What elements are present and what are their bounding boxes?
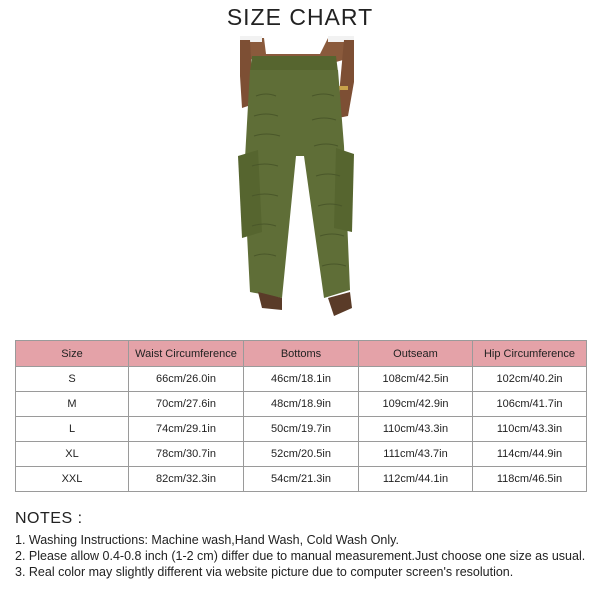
note-item: 2. Please allow 0.4-0.8 inch (1-2 cm) differ due to manual measurement.Just choose one size as usual. xyxy=(15,549,586,563)
header-waist: Waist Circumference xyxy=(129,341,244,367)
cell-hip: 106cm/41.7in xyxy=(473,392,587,417)
cell-bottoms: 48cm/18.9in xyxy=(244,392,359,417)
cell-waist: 78cm/30.7in xyxy=(129,442,244,467)
cell-hip: 118cm/46.5in xyxy=(473,467,587,492)
header-bottoms: Bottoms xyxy=(244,341,359,367)
table-row xyxy=(16,467,587,492)
notes-section xyxy=(15,510,590,580)
cell-size: S xyxy=(16,367,129,392)
cell-outseam: 108cm/42.5in xyxy=(359,367,473,392)
cell-outseam: 110cm/43.3in xyxy=(359,417,473,442)
table-row xyxy=(16,417,587,442)
table-row xyxy=(16,367,587,392)
cell-waist: 74cm/29.1in xyxy=(129,417,244,442)
note-item: 3. Real color may slightly different via website picture due to computer screen's resolution. xyxy=(15,565,514,579)
cell-bottoms: 54cm/21.3in xyxy=(244,467,359,492)
cell-outseam: 112cm/44.1in xyxy=(359,467,473,492)
header-outseam: Outseam xyxy=(359,341,473,367)
cell-hip: 102cm/40.2in xyxy=(473,367,587,392)
cell-size: L xyxy=(16,417,129,442)
cell-size: XL xyxy=(16,442,129,467)
header-size: Size xyxy=(16,341,129,367)
size-chart-table xyxy=(15,340,587,492)
cell-size: XXL xyxy=(16,467,129,492)
cell-bottoms: 46cm/18.1in xyxy=(244,367,359,392)
cell-waist: 66cm/26.0in xyxy=(129,367,244,392)
cell-hip: 114cm/44.9in xyxy=(473,442,587,467)
cell-size: M xyxy=(16,392,129,417)
cell-outseam: 111cm/43.7in xyxy=(359,442,473,467)
table-row xyxy=(16,392,587,417)
cell-bottoms: 52cm/20.5in xyxy=(244,442,359,467)
cell-bottoms: 50cm/19.7in xyxy=(244,417,359,442)
page-title: SIZE CHART xyxy=(226,4,374,30)
note-item: 1. Washing Instructions: Machine wash,Hand Wash, Cold Wash Only. xyxy=(15,533,399,547)
table-header-row xyxy=(16,341,587,367)
cell-waist: 70cm/27.6in xyxy=(129,392,244,417)
cell-hip: 110cm/43.3in xyxy=(473,417,587,442)
header-hip: Hip Circumference xyxy=(473,341,587,367)
waistband xyxy=(250,56,338,72)
table-row xyxy=(16,442,587,467)
cell-waist: 82cm/32.3in xyxy=(129,467,244,492)
notes-title: NOTES : xyxy=(15,510,83,527)
product-image xyxy=(232,36,368,318)
cell-outseam: 109cm/42.9in xyxy=(359,392,473,417)
